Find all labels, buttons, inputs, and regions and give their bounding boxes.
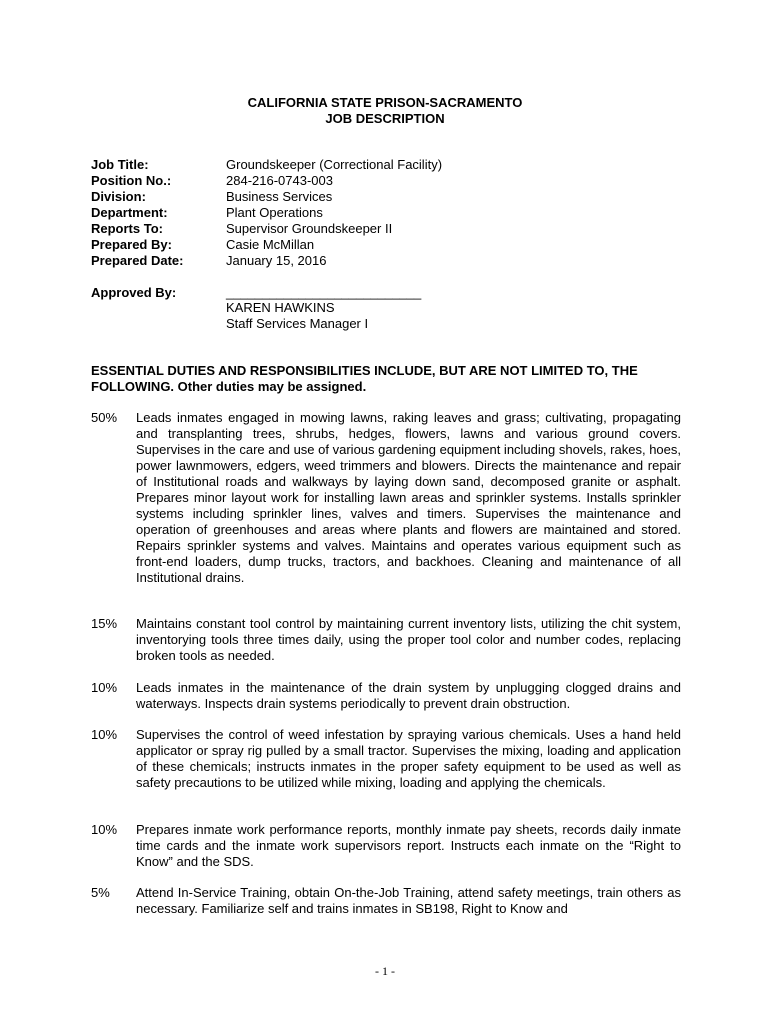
duty-text: Prepares inmate work performance reports, monthly inmate pay sheets, records daily inmate time cards and the inmate work supervisors report. Instructs each inmate on the “Right to Know” and the SDS. (136, 822, 681, 869)
duty-item (91, 616, 681, 664)
duty-text: Supervises the control of weed infestation by spraying various chemicals. Uses a hand held applicator or spray rig pulled by a small tractor. Supervises the mixing, loading and application of these chemicals; instructs inmates in the proper safety equipment to be used as well as safety precautions to be utilized while mixing, loading and applying the chemicals. (136, 727, 681, 790)
info-row-division (91, 189, 332, 205)
info-label: Job Title: (91, 157, 149, 172)
duty-item (91, 680, 681, 712)
duty-percent: 10% (91, 822, 118, 837)
info-value: Plant Operations (226, 205, 323, 220)
info-value: 284-216-0743-003 (226, 173, 333, 188)
info-label: Reports To: (91, 221, 163, 236)
essential-duties-heading: ESSENTIAL DUTIES AND RESPONSIBILITIES INCLUDE, BUT ARE NOT LIMITED TO, THE FOLLOWING. Other duties may be assigned. (91, 363, 638, 394)
duty-percent: 10% (91, 727, 118, 742)
duty-text: Leads inmates in the maintenance of the drain system by unplugging clogged drains and waterways. Inspects drain systems periodically to prevent drain obstruction. (136, 680, 681, 711)
info-value: January 15, 2016 (226, 253, 327, 268)
info-row-prepared-date (91, 253, 326, 269)
document-subtitle: JOB DESCRIPTION (325, 111, 445, 126)
duty-item (91, 410, 681, 586)
info-row-job-title (91, 157, 442, 173)
signature-line: ___________________________ (226, 285, 422, 300)
approver-name: KAREN HAWKINS (226, 300, 335, 315)
info-value: Casie McMillan (226, 237, 315, 252)
approved-by-row (91, 285, 421, 301)
info-row-reports-to (91, 221, 392, 237)
duty-item (91, 885, 681, 917)
duty-text: Maintains constant tool control by maintaining current inventory lists, utilizing the chit system, inventorying tools three times daily, using the proper tool color and number codes, replacing broken tools as needed. (136, 616, 681, 663)
duty-percent: 5% (91, 885, 110, 900)
duty-percent: 10% (91, 680, 118, 695)
page-number: - 1 - (375, 964, 395, 978)
duty-item (91, 822, 681, 870)
duty-percent: 15% (91, 616, 118, 631)
duty-text: Attend In-Service Training, obtain On-the-Job Training, attend safety meetings, train others as necessary. Familiarize self and trains inmates in SB198, Right to Know and (136, 885, 681, 916)
info-label: Department: (91, 205, 168, 220)
approved-by-label: Approved By: (91, 285, 177, 300)
info-label: Division: (91, 189, 146, 204)
duty-text: Leads inmates engaged in mowing lawns, raking leaves and grass; cultivating, propagating and transplanting trees, shrubs, hedges, flowers, lawns and various ground covers. Supervises in the care and use of various gardening equipment including shovels, rakes, hoes, power lawnmowers, edgers, weed trimmers and blowers. Directs the maintenance and repair of Institutional roads and walkways by laying down sand, decomposed granite or asphalt. Prepares minor layout work for installing lawn areas and sprinkler systems. Installs sprinkler systems including sprinkler lines, valves and timers. Supervises the maintenance and operation of greenhouses and areas where plants and flowers are maintained and stored. Repairs sprinkler systems and valves. Maintains and operates various equipment such as front-end loaders, dump trucks, tractors, and backhoes. Cleaning and maintenance of all Institutional drains. (136, 410, 681, 585)
info-label: Prepared Date: (91, 253, 184, 268)
info-row-prepared-by (91, 237, 314, 253)
duty-item (91, 727, 681, 791)
document-title: CALIFORNIA STATE PRISON-SACRAMENTO (247, 95, 523, 110)
approver-title: Staff Services Manager I (226, 316, 369, 331)
info-value: Business Services (226, 189, 333, 204)
duty-percent: 50% (91, 410, 118, 425)
info-value: Groundskeeper (Correctional Facility) (226, 157, 443, 172)
info-row-position-no (91, 173, 333, 189)
info-value: Supervisor Groundskeeper II (226, 221, 393, 236)
info-row-department (91, 205, 323, 221)
info-label: Prepared By: (91, 237, 172, 252)
info-label: Position No.: (91, 173, 172, 188)
